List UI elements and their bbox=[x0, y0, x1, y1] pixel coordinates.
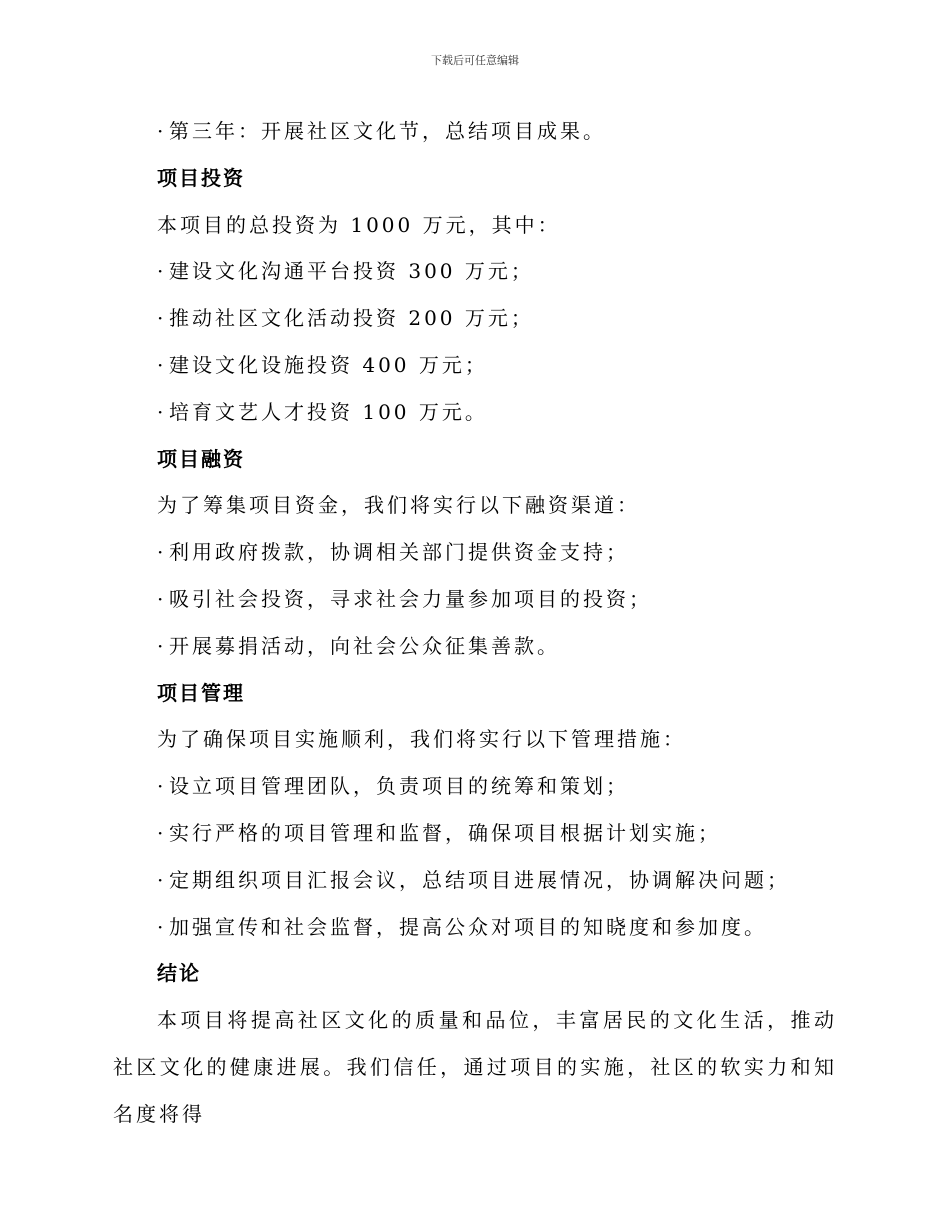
bullet-marker: · bbox=[157, 633, 164, 658]
bullet-marker: · bbox=[157, 399, 164, 424]
bullet-text: 定期组织项目汇报会议，总结项目进展情况，协调解决问题； bbox=[169, 867, 790, 892]
bullet-line bbox=[113, 763, 837, 810]
bullet-line bbox=[113, 108, 837, 155]
bullet-text: 开展募捐活动，向社会公众征集善款。 bbox=[169, 633, 560, 658]
bullet-text: 推动社区文化活动投资 200 万元； bbox=[169, 306, 534, 331]
bullet-text: 加强宣传和社会监督，提高公众对项目的知晓度和参加度。 bbox=[169, 914, 767, 939]
bullet-marker: · bbox=[157, 119, 164, 143]
bullet-text: 利用政府拨款，协调相关部门提供资金支持； bbox=[169, 540, 629, 565]
bullet-line bbox=[113, 810, 837, 857]
document-body bbox=[113, 108, 837, 1138]
bullet-marker: · bbox=[157, 867, 164, 892]
conclusion-paragraph: 本项目将提高社区文化的质量和品位，丰富居民的文化生活，推动社区文化的健康进展。我们信任，通过项目的实施，社区的软实力和知名度将得 bbox=[113, 1008, 837, 1126]
bullet-text: 培育文艺人才投资 100 万元。 bbox=[169, 399, 488, 424]
bullet-marker: · bbox=[157, 820, 164, 845]
bullet-line bbox=[113, 576, 837, 623]
bullet-marker: · bbox=[157, 586, 164, 611]
bullet-marker: · bbox=[157, 352, 164, 377]
bullet-marker: · bbox=[157, 774, 164, 799]
bullet-marker: · bbox=[157, 914, 164, 939]
bullet-text: 建设文化设施投资 400 万元； bbox=[169, 352, 488, 377]
section-heading-management: 项目管理 bbox=[157, 680, 245, 705]
bullet-marker: · bbox=[157, 306, 164, 331]
bullet-line bbox=[113, 529, 837, 576]
bullet-line bbox=[113, 857, 837, 904]
bullet-line bbox=[113, 389, 837, 436]
bullet-line bbox=[113, 248, 837, 295]
bullet-text: 设立项目管理团队，负责项目的统筹和策划； bbox=[169, 774, 629, 799]
bullet-marker: · bbox=[157, 540, 164, 565]
page-header: 下载后可任意编辑 bbox=[431, 54, 519, 67]
text-line: 本项目的总投资为 1000 万元，其中： bbox=[157, 212, 561, 237]
text-line: 为了确保项目实施顺利，我们将实行以下管理措施： bbox=[157, 727, 686, 752]
section-heading-investment: 项目投资 bbox=[157, 165, 245, 190]
bullet-text: 吸引社会投资，寻求社会力量参加项目的投资； bbox=[169, 586, 652, 611]
bullet-line bbox=[113, 342, 837, 389]
bullet-marker: · bbox=[157, 259, 164, 284]
bullet-text: 建设文化沟通平台投资 300 万元； bbox=[169, 259, 534, 284]
bullet-text: 实行严格的项目管理和监督，确保项目根据计划实施； bbox=[169, 820, 721, 845]
bullet-line bbox=[113, 623, 837, 670]
text-line: 为了筹集项目资金，我们将实行以下融资渠道： bbox=[157, 493, 640, 518]
section-heading-financing: 项目融资 bbox=[157, 446, 245, 471]
bullet-line bbox=[113, 295, 837, 342]
bullet-text: 第三年：开展社区文化节，总结项目成果。 bbox=[169, 119, 606, 143]
bullet-line bbox=[113, 904, 837, 951]
section-heading-conclusion: 结论 bbox=[157, 961, 201, 986]
